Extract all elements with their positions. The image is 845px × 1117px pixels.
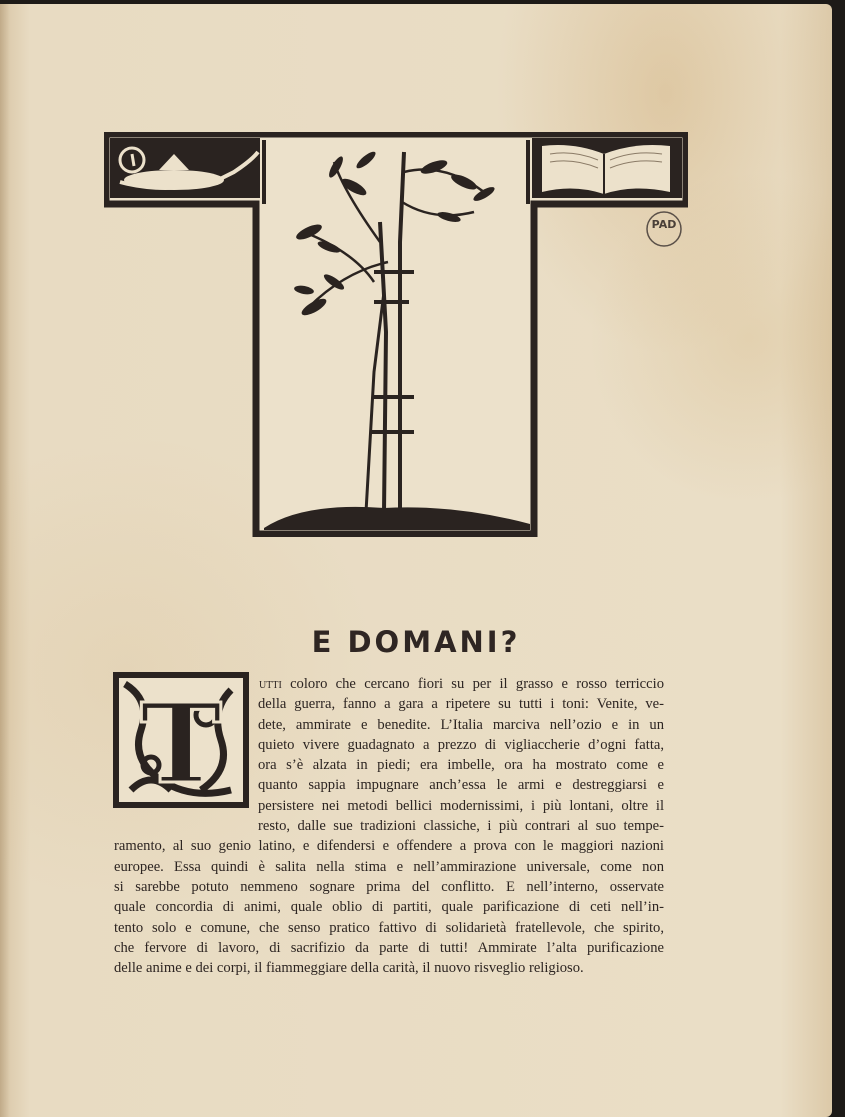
body-line: quanto sappia impugnare anch’essa le armi e destreggiarsi e <box>258 777 664 794</box>
body-line: europee. Essa quindi è salita nella stima e nell’ammirazione universale, come non <box>114 858 664 875</box>
body-line: resto, dalle sue tradizioni classiche, i più contrari al suo tempe- <box>258 818 664 835</box>
decorative-initial-t-woodcut <box>104 132 688 537</box>
body-line: ora s’è alzata in piedi; era imbelle, ora ha mostrato come e <box>258 757 664 774</box>
library-stamp <box>642 210 686 248</box>
body-line: tento solo e comune, che senso pratico fattivo di solidarietà fratellevole, che spirito, <box>114 919 664 936</box>
body-line: dete, ammirate e benedite. L’Italia marciva nell’ozio e in un <box>258 716 664 733</box>
page-spine-shadow <box>0 4 10 1117</box>
body-line: ramento, al suo genio latino, e difendersi e offendere a prova con le maggiori nazioni <box>114 838 664 855</box>
body-line-last: delle anime e dei corpi, il fiammeggiare della carità, il nuovo risveglio religioso. <box>114 960 584 977</box>
article-title: E DOMANI? <box>311 625 521 660</box>
initial-letter-text: T <box>140 679 222 808</box>
book-page <box>0 4 832 1117</box>
body-line: si sarebbe potuto nemmeno sognare prima del conflitto. E nell’interno, osservate <box>114 878 664 895</box>
body-line-1 <box>259 674 664 694</box>
opening-smallcaps: utti <box>259 676 282 692</box>
body-line: quieto vivere guadagnato a prezzo di vigliaccherie d’ogni fatta, <box>258 736 664 753</box>
stamp-text: PAD <box>651 218 677 231</box>
article-body <box>114 674 664 978</box>
body-line: persistere nei metodi bellici modernissimi, i più lontani, oltre il <box>258 797 664 814</box>
body-line: della guerra, fanno a gara a ripetere su tutti i toni: Venite, ve- <box>258 696 664 713</box>
body-line: quale concordia di animi, quale oblio di partiti, quale parificazione di ceti nell’in- <box>114 899 664 916</box>
body-line: che fervore di lavoro, di sacrifizio da parte di tutti! Ammirate l’alta purificazione <box>114 939 664 956</box>
first-line-rest: coloro che cercano fiori su per il grasso e rosso terriccio <box>281 676 664 692</box>
